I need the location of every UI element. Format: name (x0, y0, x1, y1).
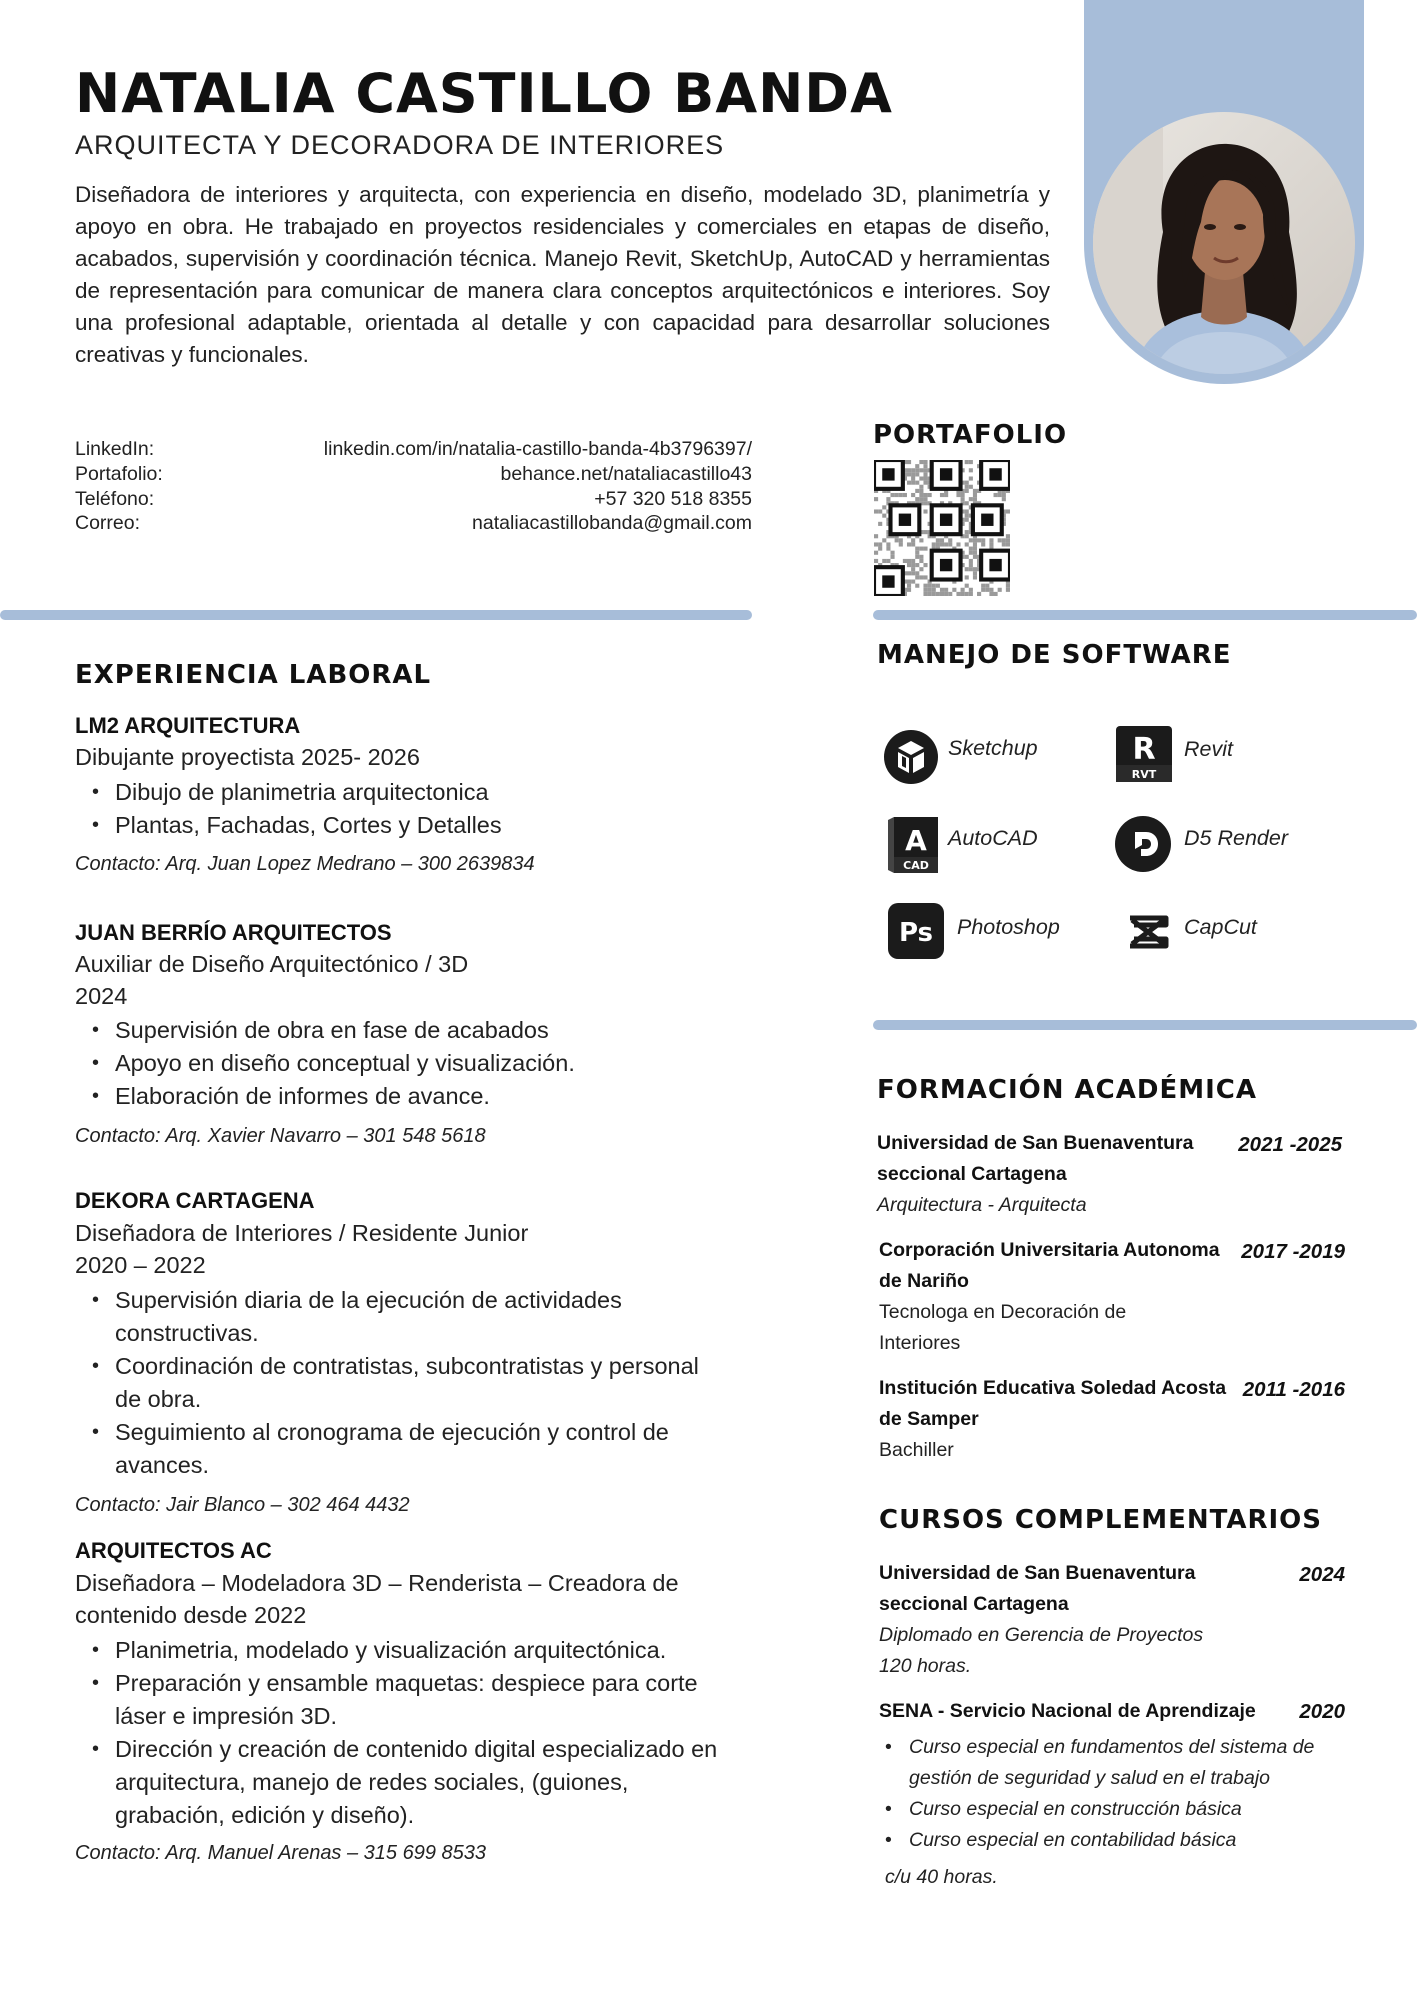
education-institution: Institución Educativa Soledad Acosta (879, 1377, 1227, 1399)
contact-email-link[interactable]: nataliacastillobanda@gmail.com (472, 512, 752, 534)
job-bullet: • Supervisión de obra en fase de acabados (90, 1014, 730, 1047)
education-degree: Tecnologa en Decoración de (879, 1301, 1127, 1323)
qr-code-icon[interactable] (874, 460, 1010, 596)
job-company: DEKORA CARTAGENA (75, 1188, 315, 1213)
experience-heading: EXPERIENCIA LABORAL (75, 660, 432, 690)
course-institution-cont: seccional Cartagena (879, 1593, 1069, 1615)
software-label: AutoCAD (948, 826, 1038, 850)
course-hours-note: c/u 40 horas. (885, 1866, 998, 1888)
education-heading: FORMACIÓN ACADÉMICA (877, 1075, 1257, 1105)
education-institution: Universidad de San Buenaventura (877, 1132, 1194, 1154)
job-bullet: • Elaboración de informes de avance. (90, 1080, 730, 1113)
job-contact: Contacto: Arq. Xavier Navarro – 301 548 5618 (75, 1125, 486, 1147)
contact-phone[interactable]: +57 320 518 8355 (594, 488, 752, 510)
software-heading: MANEJO DE SOFTWARE (877, 640, 1232, 670)
course-institution: Universidad de San Buenaventura (879, 1562, 1196, 1584)
education-entry (879, 1373, 1259, 1466)
course-bullet: • Curso especial en contabilidad básica (879, 1825, 1339, 1856)
education-years: 2011 -2016 (1242, 1378, 1345, 1401)
software-label: Revit (1184, 737, 1233, 761)
portfolio-heading: PORTAFOLIO (873, 420, 1068, 450)
course-bullet: • Curso especial en construcción básica (879, 1794, 1339, 1825)
education-degree-cont: Interiores (879, 1332, 961, 1354)
svg-text:RVT: RVT (1131, 768, 1157, 781)
courses-heading: CURSOS COMPLEMENTARIOS (879, 1505, 1323, 1535)
svg-text:CAD: CAD (903, 859, 929, 872)
job-position: Diseñadora – Modeladora 3D – Renderista – Creadora de (75, 1570, 679, 1596)
job-company: LM2 ARQUITECTURA (75, 713, 301, 738)
education-degree: Bachiller (879, 1439, 954, 1461)
education-institution-cont: seccional Cartagena (877, 1163, 1067, 1185)
job-contact: Contacto: Arq. Juan Lopez Medrano – 300 2639834 (75, 853, 535, 875)
education-degree: Arquitectura - Arquitecta (877, 1194, 1087, 1216)
software-label: Photoshop (957, 915, 1060, 939)
software-label: D5 Render (1184, 826, 1288, 850)
job-bullet: • Dibujo de planimetria arquitectonica (90, 776, 730, 809)
job-company: ARQUITECTOS AC (75, 1538, 272, 1563)
profile-photo (1093, 112, 1355, 374)
profile-summary: Diseñadora de interiores y arquitecta, con experiencia en diseño, modelado 3D, planimetría y apoyo en obra. He trabajado en proyectos residenciales y comerciales en etapas de diseño, acabados, supervisión y coordinación técnica. Manejo Revit, SketchUp, AutoCAD y herramientas de representación para comunicar de manera clara conceptos arquitectónicos e interiores. Soy una profesional adaptable, orientada al detalle y con capacidad para desarrollar soluciones creativas y funcionales. (75, 182, 1050, 367)
job-dates: 2024 (75, 983, 128, 1009)
job-bullet: • Planimetria, modelado y visualización arquitectónica. (90, 1634, 730, 1667)
job-dates: 2020 – 2022 (75, 1252, 206, 1278)
job-position: Dibujante proyectista 2025- 2026 (75, 744, 420, 770)
job-bullet: • Coordinación de contratistas, subcontratistas y personal de obra. (90, 1350, 700, 1416)
course-institution: SENA - Servicio Nacional de Aprendizaje (879, 1700, 1256, 1722)
job-company: JUAN BERRÍO ARQUITECTOS (75, 920, 392, 945)
sketchup-icon (882, 728, 940, 786)
job-bullet: • Dirección y creación de contenido digital especializado en arquitectura, manejo de redes sociales, (guiones, grabación, edición y diseño). (90, 1733, 730, 1832)
job-bullet-list (90, 1014, 730, 1113)
education-years: 2017 -2019 (1241, 1240, 1345, 1263)
svg-text:A: A (905, 824, 927, 857)
course-bullet: • Curso especial en fundamentos del sistema de gestión de seguridad y salud en el trabajo (879, 1732, 1339, 1794)
education-institution-cont: de Samper (879, 1408, 979, 1430)
d5-render-icon (1114, 815, 1172, 873)
contact-linkedin-link[interactable]: linkedin.com/in/natalia-castillo-banda-4b3796397/ (323, 438, 752, 460)
job-position: Diseñadora de Interiores / Residente Junior (75, 1220, 529, 1246)
contact-portfolio-link[interactable]: behance.net/nataliacastillo43 (500, 463, 752, 485)
job-bullet: • Seguimiento al cronograma de ejecución y control de avances. (90, 1416, 700, 1482)
job-bullet: • Preparación y ensamble maquetas: despiece para corte láser e impresión 3D. (90, 1667, 730, 1733)
software-label: CapCut (1184, 915, 1257, 939)
divider-bar-left (0, 610, 752, 620)
contact-label-linkedin: LinkedIn: (75, 438, 155, 460)
autocad-icon (884, 816, 942, 874)
course-entry (879, 1558, 1259, 1682)
job-bullet: • Apoyo en diseño conceptual y visualización. (90, 1047, 730, 1080)
job-bullet-list (90, 1284, 700, 1482)
education-entry (879, 1235, 1259, 1359)
svg-text:R: R (1132, 732, 1156, 767)
capcut-icon (1124, 908, 1172, 956)
education-institution: Corporación Universitaria Autonoma (879, 1239, 1220, 1261)
job-bullet-list (90, 1634, 730, 1832)
job-bullet-list (90, 776, 730, 842)
course-bullet-list (879, 1732, 1339, 1856)
job-contact: Contacto: Arq. Manuel Arenas – 315 699 8533 (75, 1842, 487, 1864)
education-years: 2021 -2025 (1238, 1133, 1342, 1156)
photoshop-icon (887, 902, 945, 960)
job-position: Auxiliar de Diseño Arquitectónico / 3D (75, 951, 469, 977)
revit-icon (1115, 725, 1173, 783)
svg-text:Ps: Ps (898, 918, 934, 948)
course-year: 2020 (1299, 1700, 1345, 1723)
software-label: Sketchup (948, 736, 1038, 760)
education-entry (877, 1128, 1257, 1221)
divider-bar-right-top (873, 610, 1417, 620)
job-title: ARQUITECTA Y DECORADORA DE INTERIORES (75, 130, 725, 160)
contact-label-email: Correo: (75, 512, 141, 534)
divider-bar-right-middle (873, 1020, 1417, 1030)
course-year: 2024 (1299, 1563, 1345, 1586)
job-dates: contenido desde 2022 (75, 1602, 307, 1628)
job-contact: Contacto: Jair Blanco – 302 464 4432 (75, 1494, 410, 1516)
job-bullet: • Supervisión diaria de la ejecución de actividades constructivas. (90, 1284, 700, 1350)
education-institution-cont: de Nariño (879, 1270, 969, 1292)
job-bullet: • Plantas, Fachadas, Cortes y Detalles (90, 809, 730, 842)
contact-label-phone: Teléfono: (75, 488, 155, 510)
contact-label-portfolio: Portafolio: (75, 463, 163, 485)
course-detail: Diplomado en Gerencia de Proyectos (879, 1624, 1204, 1646)
course-hours: 120 horas. (879, 1655, 972, 1677)
full-name: NATALIA CASTILLO BANDA (75, 62, 893, 125)
